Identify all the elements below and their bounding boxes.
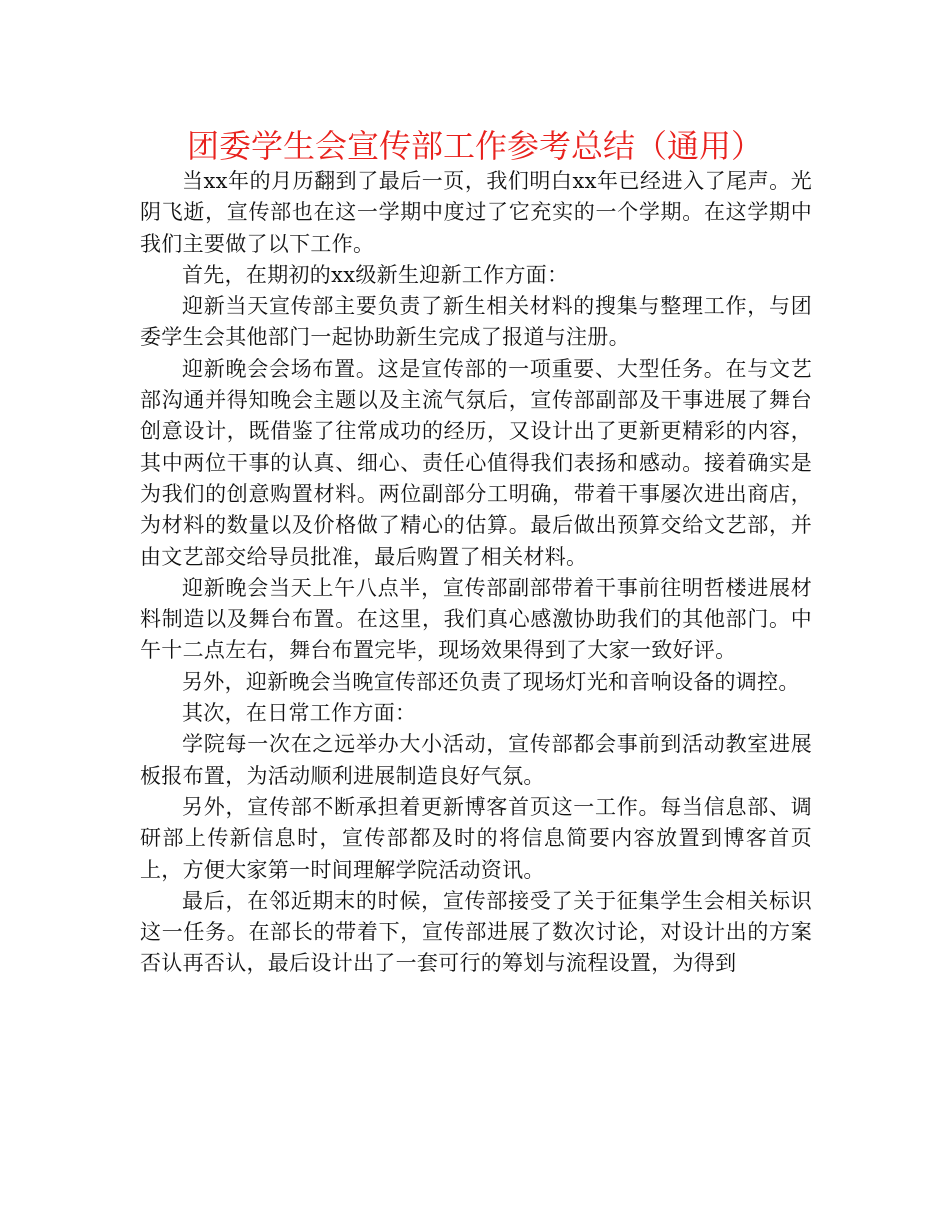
document-title: 团委学生会宣传部工作参考总结（通用） bbox=[186, 127, 763, 165]
paragraph: 最后，在邻近期末的时候，宣传部接受了关于征集学生会相关标识这一任务。在部长的带着下，宣传部进展了数次讨论，对设计出的方案否认再否认，最后设计出了一套可行的筹划与流程设置，为得到 bbox=[140, 888, 812, 976]
paragraph: 首先，在期初的xx级新生迎新工作方面： bbox=[182, 262, 569, 287]
paragraph: 当xx年的月历翻到了最后一页，我们明白xx年已经进入了尾声。光阴飞逝，宣传部也在这一学期中度过了它充实的一个学期。在这学期中我们主要做了以下工作。 bbox=[140, 169, 812, 256]
paragraph: 另外，宣传部不断承担着更新博客首页这一工作。每当信息部、调研部上传新信息时，宣传部都及时的将信息简要内容放置到博客首页上，方便大家第一时间理解学院活动资讯。 bbox=[140, 794, 812, 882]
paragraph: 迎新晚会会场布置。这是宣传部的一项重要、大型任务。在与文艺部沟通并得知晚会主题以及主流气氛后，宣传部副部及干事进展了舞台创意设计，既借鉴了往常成功的经历，又设计出了更新更精彩的内容，其中两位干事的认真、细心、责任心值得我们表扬和感动。接着确实是为我们的创意购置材料。两位副部分工明确，带着干事屡次进出商店，为材料的数量以及价格做了精心的估算。最后做出预算交给文艺部，并由文艺部交给导员批准，最后购置了相关材料。 bbox=[140, 356, 812, 569]
paragraph: 其次，在日常工作方面： bbox=[182, 701, 417, 726]
paragraph: 迎新晚会当天上午八点半，宣传部副部带着干事前往明哲楼进展材料制造以及舞台布置。在这里，我们真心感激协助我们的其他部门。中午十二点左右，舞台布置完毕，现场效果得到了大家一致好评。 bbox=[140, 575, 812, 663]
paragraph: 学院每一次在之远举办大小活动，宣传部都会事前到活动教室进展板报布置，为活动顺利进展制造良好气氛。 bbox=[140, 732, 812, 788]
paragraph: 迎新当天宣传部主要负责了新生相关材料的搜集与整理工作，与团委学生会其他部门一起协助新生完成了报道与注册。 bbox=[140, 294, 812, 350]
paragraph: 另外，迎新晚会当晚宣传部还负责了现场灯光和音响设备的调控。 bbox=[182, 669, 800, 694]
document-body bbox=[140, 166, 812, 980]
